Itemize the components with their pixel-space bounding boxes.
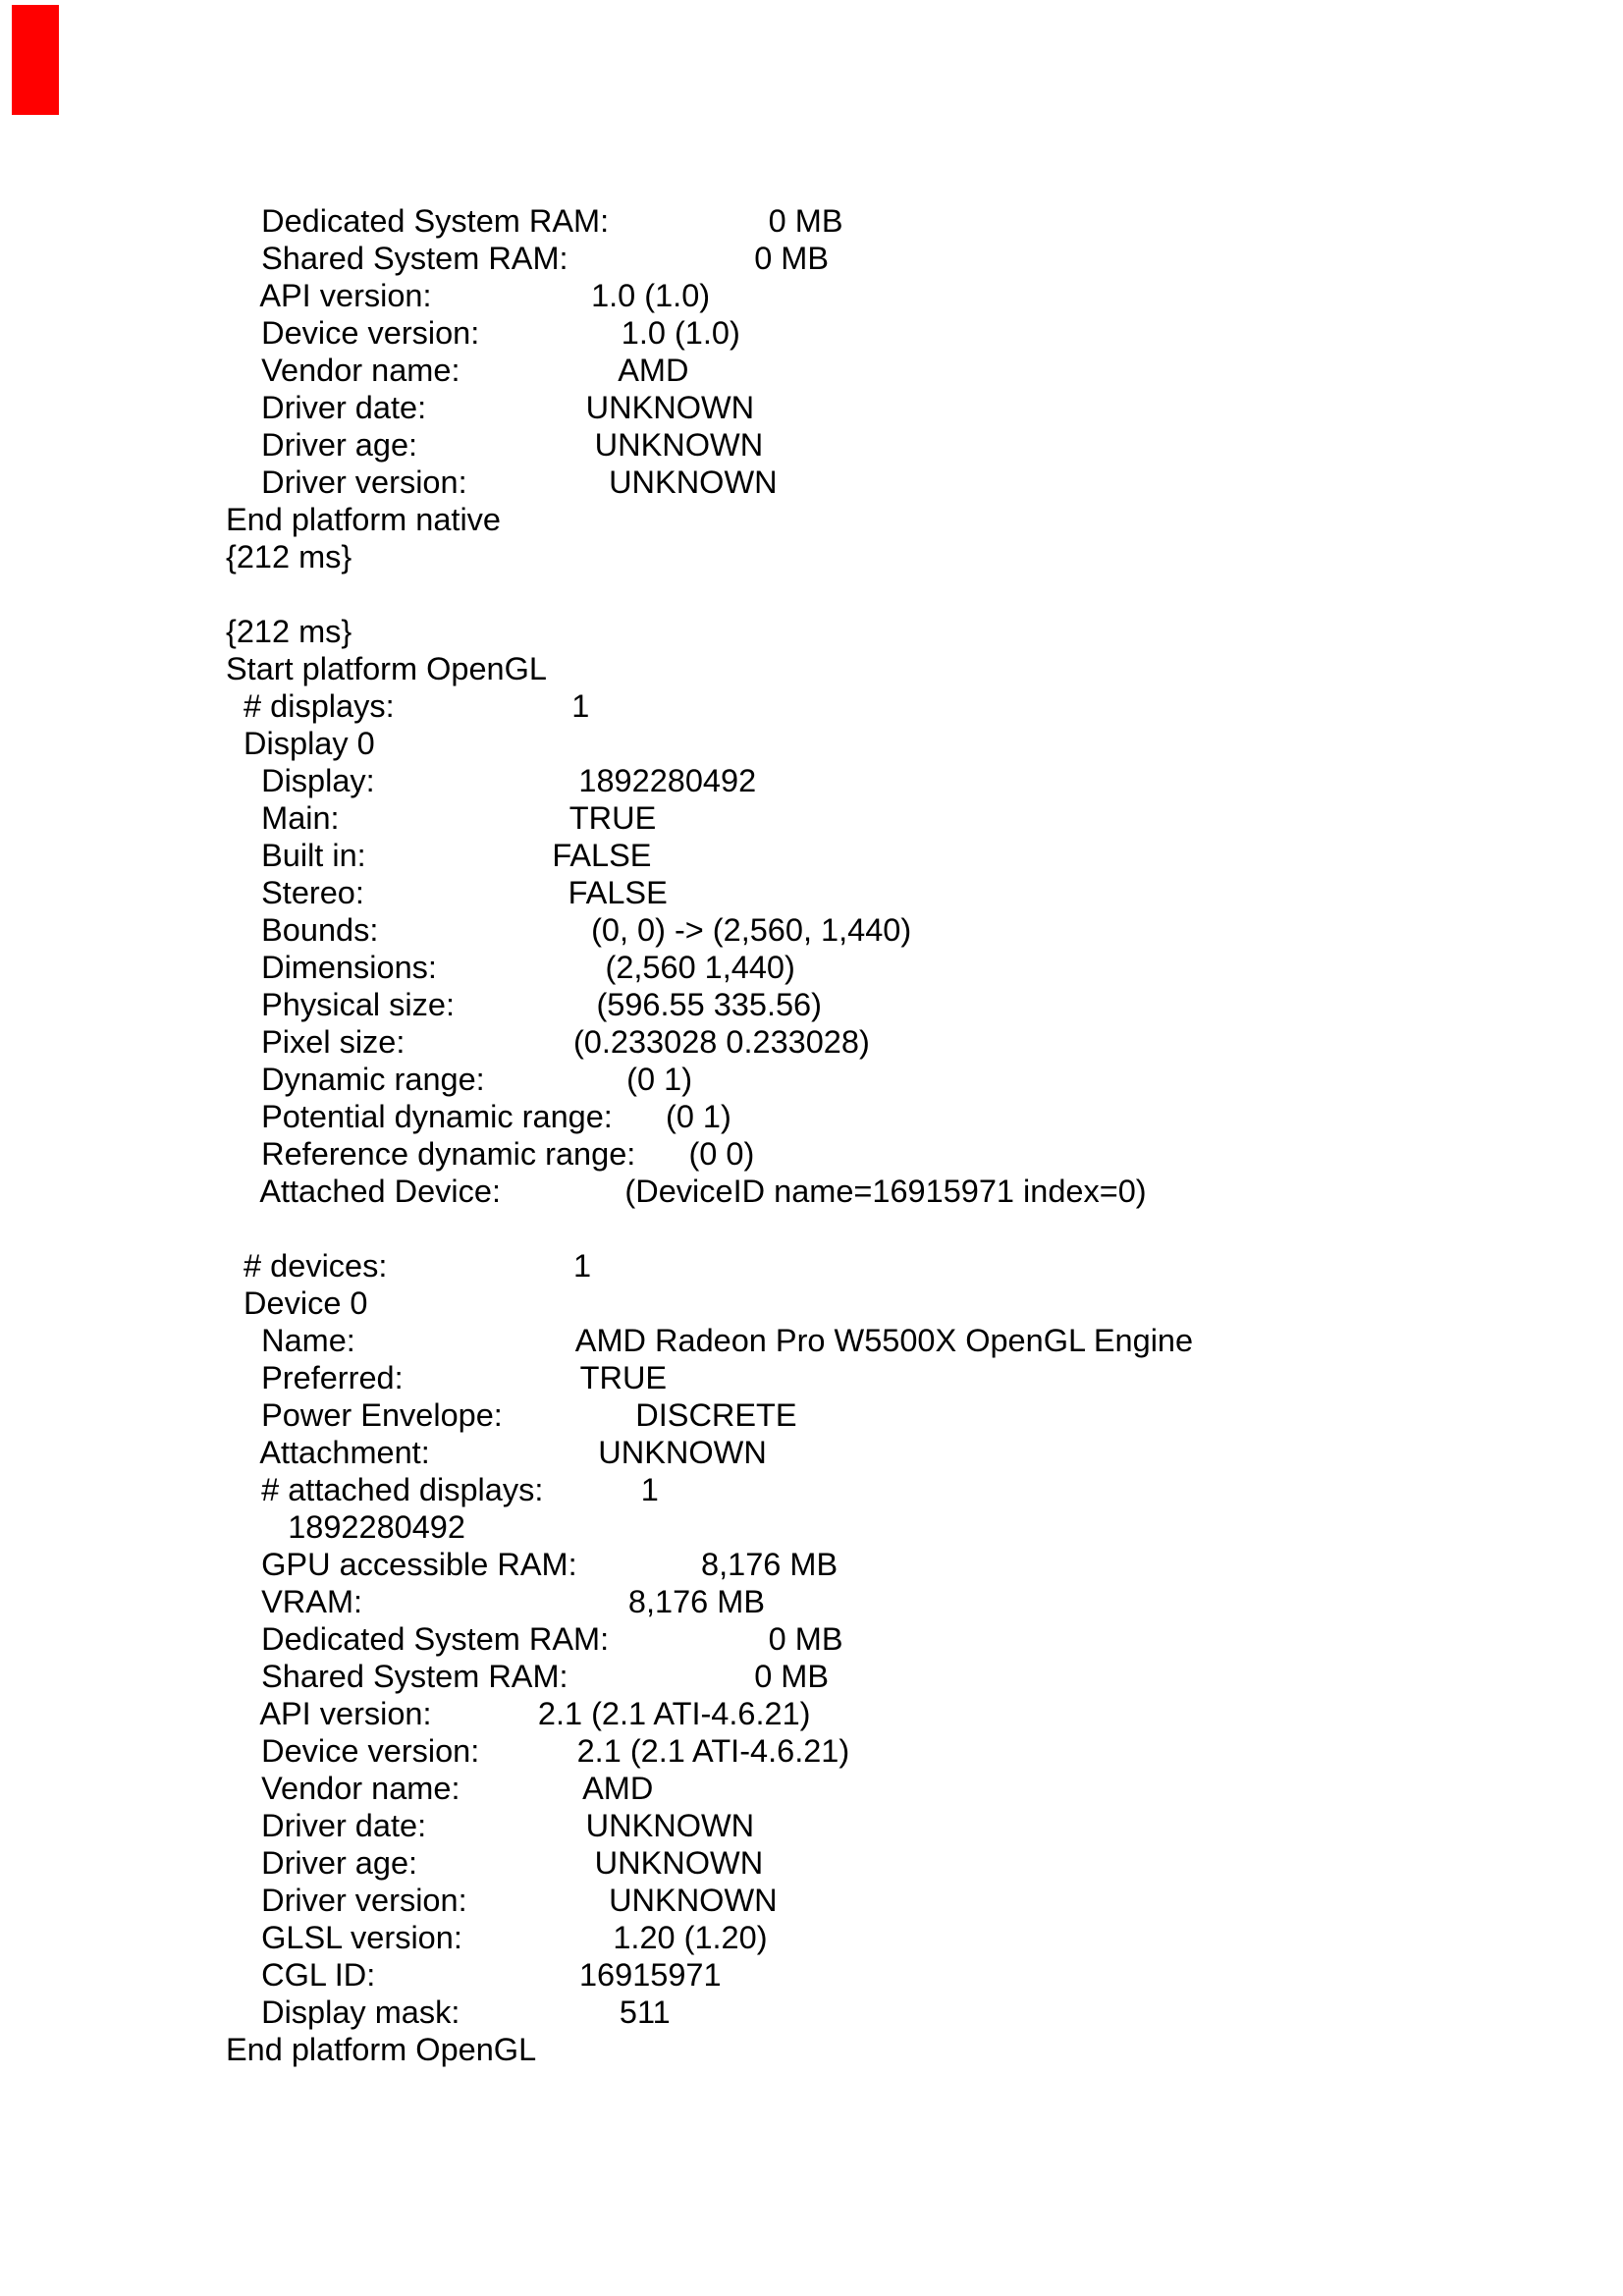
log-line: {212 ms}	[226, 614, 352, 649]
log-line: Driver version: UNKNOWN	[226, 465, 778, 500]
log-line: Name: AMD Radeon Pro W5500X OpenGL Engine	[226, 1323, 1194, 1358]
log-line: # displays: 1	[226, 688, 590, 724]
log-line: CGL ID: 16915971	[226, 1957, 722, 1993]
log-line: Main: TRUE	[226, 800, 657, 836]
log-line: Driver version: UNKNOWN	[226, 1883, 778, 1918]
log-line: Attachment: UNKNOWN	[226, 1435, 767, 1470]
log-line: End platform native	[226, 502, 502, 537]
log-line: Pixel size: (0.233028 0.233028)	[226, 1024, 870, 1060]
log-line: Dedicated System RAM: 0 MB	[226, 1621, 843, 1657]
log-line: Vendor name: AMD	[226, 1771, 654, 1806]
red-marker	[12, 5, 59, 115]
log-line: Built in: FALSE	[226, 838, 652, 873]
log-line: Display: 1892280492	[226, 763, 757, 798]
log-line: VRAM: 8,176 MB	[226, 1584, 766, 1619]
log-line: Dimensions: (2,560 1,440)	[226, 950, 795, 985]
log-line: Driver age: UNKNOWN	[226, 1845, 764, 1881]
log-line: Shared System RAM: 0 MB	[226, 241, 830, 276]
log-line: Dedicated System RAM: 0 MB	[226, 203, 843, 239]
log-line: Potential dynamic range: (0 1)	[226, 1099, 731, 1134]
log-line: Driver date: UNKNOWN	[226, 390, 755, 425]
log-line: API version: 2.1 (2.1 ATI-4.6.21)	[226, 1696, 811, 1731]
log-text	[226, 202, 1193, 2068]
log-line: Preferred: TRUE	[226, 1360, 668, 1395]
log-line: # devices: 1	[226, 1248, 592, 1284]
log-line: Start platform OpenGL	[226, 651, 547, 686]
log-line	[226, 1210, 1193, 1247]
log-line: Stereo: FALSE	[226, 875, 668, 910]
log-line: GLSL version: 1.20 (1.20)	[226, 1920, 768, 1955]
log-line: Display mask: 511	[226, 1995, 671, 2030]
log-line: Shared System RAM: 0 MB	[226, 1659, 830, 1694]
log-line: Driver age: UNKNOWN	[226, 427, 764, 463]
log-line: Physical size: (596.55 335.56)	[226, 987, 822, 1022]
log-line: API version: 1.0 (1.0)	[226, 278, 711, 313]
log-line	[226, 575, 1193, 613]
log-line: Vendor name: AMD	[226, 353, 689, 388]
log-line: Device version: 2.1 (2.1 ATI-4.6.21)	[226, 1733, 850, 1769]
log-line: Device 0	[226, 1285, 368, 1321]
log-line: Attached Device: (DeviceID name=16915971 index=0)	[226, 1174, 1147, 1209]
log-line: Power Envelope: DISCRETE	[226, 1397, 797, 1433]
log-line: Bounds: (0, 0) -> (2,560, 1,440)	[226, 912, 912, 948]
log-line: End platform OpenGL	[226, 2032, 537, 2067]
log-line: Device version: 1.0 (1.0)	[226, 315, 740, 351]
log-line: Dynamic range: (0 1)	[226, 1062, 693, 1097]
log-line: 1892280492	[226, 1509, 465, 1545]
log-line: Driver date: UNKNOWN	[226, 1808, 755, 1843]
log-line: Reference dynamic range: (0 0)	[226, 1136, 755, 1172]
log-line: GPU accessible RAM: 8,176 MB	[226, 1547, 839, 1582]
log-line: {212 ms}	[226, 539, 352, 574]
log-line: Display 0	[226, 726, 375, 761]
log-line: # attached displays: 1	[226, 1472, 659, 1507]
